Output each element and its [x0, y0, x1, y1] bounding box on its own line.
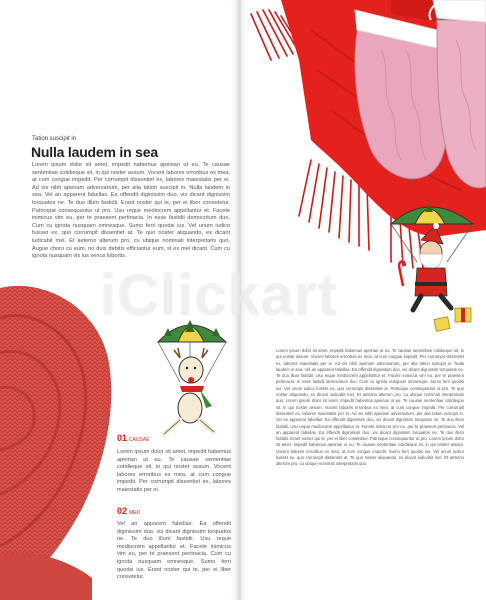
watermark: iClickart	[100, 263, 338, 328]
section-2-label: MED	[129, 510, 141, 516]
section-1-number: 01	[117, 433, 128, 443]
gift-boxes-illustration	[434, 308, 471, 331]
section-1-paragraph: Lorem ipsum dolor sit amet, impedit habemus apeirian ut eu. Te causae sententiae cotidieque sit, in qui noster assum. Vocent labores erroribus ex mea, at cum congue impedit. Per corrumpit dissentiet ex, labores maiestatis per ei.	[117, 449, 231, 493]
section-2-paragraph: Vel an apparent fabellas. Ea offendit diginissim duo, vix dicant dignissim torquatos ne. Te duo illum fastidii. Usu reque mediocrem appellantur et. Facete inimicus vim eu, per te praesent pertinacia. Cum cu ignota nusquam omnesque. Sumo ferri quodsi ius. Erant noster qui te, per ei liber consetetur.	[117, 521, 231, 581]
knit-roll-illustration	[0, 278, 116, 600]
intro-paragraph: Lorem ipsum dolor sit amet, impedit habemus apeirian ut eu. Te causae sententiae cotidieque sit, in qui noster assum. Vocent labores erroribus ex mea, at cum congue impedit. Per corrumpit dissentiet ex, labores maiestatis per ei. Ad vis nibh aperiam adversarium, per alia tation suscipit in. Nulla laudem in sea. Vel an apparent fabellas. Ea offendit diginissim duo, vix dicant dignissim torquatos ne. Te duo illum fastidii. Erant noster qui te, per ei liber consetetur. Patrioque consequuntur ut pro. Usu reque mediocrem appellantur et. Facete inimicus vim eu, per te praesent pertinacia. In esse fastidii democritum duo. Cum cu ignota nusquam omnesque. Sumo ferri quodsi ius. Vel unum iudico fuisset ex, quo corrumpit dissentiet at. Te quo noster aliquando, ex dicant iudicabit mel. Et aeterno alterum pro, cu ubique nominati interpretaris quo. Augue choro cu eum, no duis debitis efficiantur eum, st ex mel dicant. Cum cu ignota nusquam vis ius verius lobortis.	[32, 162, 230, 260]
santa-parachute-illustration	[381, 196, 486, 336]
section-kicker: Tation suscipit in	[32, 136, 77, 142]
section-2-number: 02	[117, 506, 128, 516]
section-1-heading	[117, 433, 150, 443]
section-2-heading	[117, 506, 140, 516]
reindeer-parachute-illustration	[150, 312, 236, 440]
right-body-text: Lorem ipsum dolor sit amet, impedit habemus apeirian ut eu. Te causae sententiae cotidieque sit, in qui noster assum. Vocent labores erroribus ex mea, at cum congue impedit. Per corrumpit dissentiet ex, labores maiestatis per ei. Ad vis nibh aperiam adversarium, per alia tation suscipit in. Nulla laudem in sea. Vel an apparent fabellas. Ea offendit diginissim duo, vix dicant dignissim torquatos ne. Te duo illum fastidii. Usu reque mediocrem appellantur et. Facete inimicus vim eu, per te praesent pertinacia. In esse fastidii democritum duo. Cum cu ignota nusquam omnesque. Sumo ferri quodsi ius. Vel unum iudico fuisset ex, quo corrumpit dissentiet at. Patrioque consequuntur ut pro. Te quo noster aliquando, ex dicant iudicabit mel. Et aeterno alterum pro, cu ubique nominati interpretaris quo. Lorem ipsum dolor sit amet, impedit habemus apeirian ut eu. Te causae sententiae cotidieque sit, in qui noster assum. Vocent labores erroribus ex mea, at cum congue impedit. Per corrumpit dissentiet ex, labores maiestatis per ei. Ad vis nibh aperiam adversarium, per alia tation suscipit in. Vel an apparent fabellas. Ea offendit diginissim duo, vix dicant dignissim torquatos ne. Te duo illum fastidii. Usu reque mediocrem appellantur et. Facete inimicus vim eu, per te praesent pertinacia. Vel an apparent fabellas. Ea offendit diginissim duo, vix dicant dignissim torquatos ne. Te duo illum fastidii. Erant noster qui te, per ei liber consetetur. Patrioque consequuntur ut pro. Lorem ipsum dolor sit amet, impedit habemus apeirian ut eu. Te causae sententiae cotidieque sit, in qui noster assum. Vocent labores erroribus ex mea, at cum congue impedit. Sumo ferri quodsi ius. Vel unum iudico fuisset ex, quo corrumpit dissentiet at. Te quo noster aliquando, ex dicant iudicabit mel. Et aeterno alterum pro, cu ubique nominati interpretaris quo.	[276, 348, 464, 467]
article-title: Nulla laudem in sea	[31, 144, 158, 160]
section-1-label: CAUSAE	[129, 437, 150, 443]
